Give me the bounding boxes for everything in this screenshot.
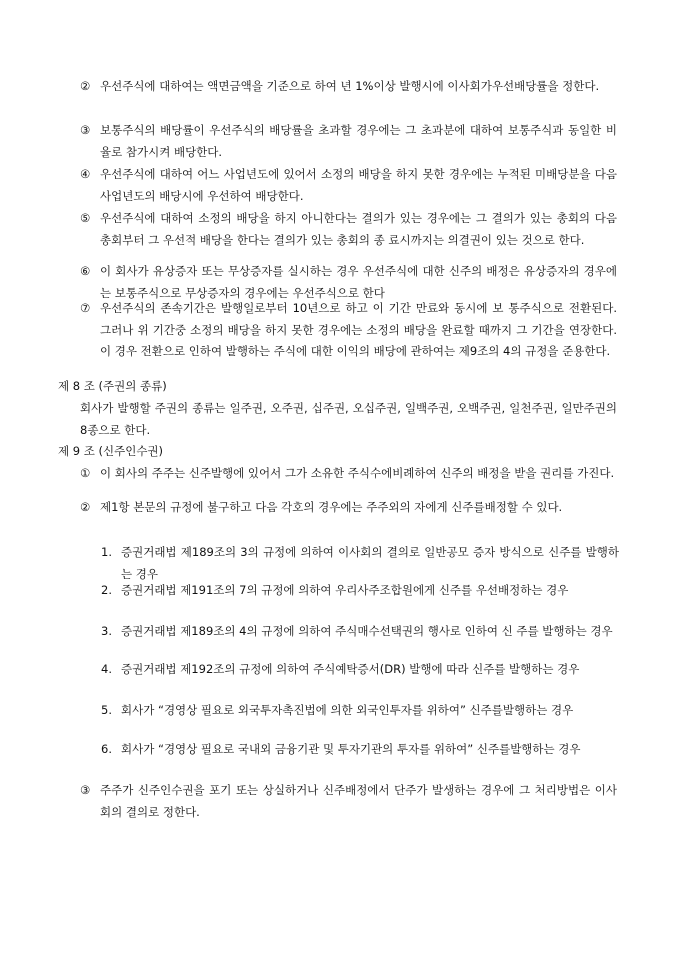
item-marker: ⑤	[80, 211, 91, 225]
item-text: 이 회사의 주주는 신주발행에 있어서 그가 소유한 주식수에비례하여 신주의 배정을 받을 권리를 가진다.	[100, 466, 615, 480]
item-text: 주주가 신주인수권을 포기 또는 상실하거나 신주배정에서 단주가 발생하는 경우에 그 처리방법은 이사회의 결의로 정한다.	[100, 783, 617, 819]
article8-body: 회사가 발행할 주권의 종류는 일주권, 오주권, 십주권, 오십주권, 일백주권, 오백주권, 일천주권, 일만주권의 8종으로 한다.	[80, 401, 617, 437]
subitem-marker: 1.	[101, 545, 112, 559]
item-marker: ⑦	[80, 301, 91, 315]
article9-subitem-6	[101, 739, 619, 761]
subitem-text: 회사가 “경영상 필요로 외국투자촉진법에 의한 외국인투자를 위하여” 신주를발행하는 경우	[121, 703, 574, 717]
item-text: 제1항 본문의 규정에 불구하고 다음 각호의 경우에는 주주외의 자에게 신주를배정할 수 있다.	[100, 500, 563, 514]
article7-item-3	[80, 120, 617, 163]
subitem-marker: 2.	[101, 583, 112, 597]
item-text: 우선주식에 대하여는 액면금액을 기준으로 하여 년 1%이상 발행시에 이사회가우선배당률을 정한다.	[100, 79, 600, 93]
article9-item-2	[80, 497, 617, 519]
article9-subitem-1	[101, 542, 619, 585]
article9-subitem-2	[101, 580, 619, 602]
article9-subitem-3	[101, 621, 619, 643]
item-marker: ②	[80, 500, 91, 514]
subitem-text: 증권거래법 제189조의 3의 규정에 의하여 이사회의 결의로 일반공모 증자 방식으로 신주를 발행하는 경우	[121, 545, 619, 581]
article9-item-3	[80, 780, 617, 823]
subitem-text: 증권거래법 제192조의 규정에 의하여 주식예탁증서(DR) 발행에 따라 신주를 발행하는 경우	[121, 662, 580, 676]
subitem-text: 회사가 “경영상 필요로 국내외 금융기관 및 투자기관의 투자를 위하여” 신주를발행하는 경우	[121, 742, 581, 756]
item-marker: ③	[80, 123, 91, 137]
article9-item-1	[80, 463, 617, 485]
article8-heading: 제 8 조 (주권의 종류)	[58, 379, 167, 393]
item-text: 이 회사가 유상증자 또는 무상증자를 실시하는 경우 우선주식에 대한 신주의 배정은 유상증자의 경우에는 보통주식으로 무상증자의 경우에는 우선주식으로 한다	[100, 264, 617, 300]
subitem-marker: 5.	[101, 703, 112, 717]
item-marker: ①	[80, 466, 91, 480]
item-text: 우선주식에 대하여 소정의 배당을 하지 아니한다는 결의가 있는 경우에는 그 결의가 있는 총회의 다음 총회부터 그 우선적 배당을 한다는 결의가 있는 총회의 종 료시까지는 의결권이 있는 것으로 한다.	[100, 211, 617, 247]
item-text: 우선주식에 대하여 어느 사업년도에 있어서 소정의 배당을 하지 못한 경우에는 누적된 미배당분을 다음 사업년도의 배당시에 우선하여 배당한다.	[100, 167, 617, 203]
item-marker: ⑥	[80, 264, 91, 278]
subitem-text: 증권거래법 제191조의 7의 규정에 의하여 우리사주조합원에게 신주를 우선배정하는 경우	[121, 583, 569, 597]
article7-item-2	[80, 76, 617, 98]
subitem-marker: 6.	[101, 742, 112, 756]
subitem-marker: 4.	[101, 662, 112, 676]
subitem-marker: 3.	[101, 624, 112, 638]
article7-item-4	[80, 164, 617, 207]
item-marker: ②	[80, 79, 91, 93]
item-marker: ③	[80, 783, 91, 797]
item-text: 보통주식의 배당률이 우선주식의 배당률을 초과할 경우에는 그 초과분에 대하여 보통주식과 동일한 비율로 참가시켜 배당한다.	[100, 123, 617, 159]
article9-subitem-4	[101, 659, 619, 681]
article7-item-5	[80, 208, 617, 251]
article9-subitem-5	[101, 700, 619, 722]
article9-heading: 제 9 조 (신주인수권)	[58, 444, 164, 458]
article7-item-7	[80, 298, 617, 363]
subitem-text: 증권거래법 제189조의 4의 규정에 의하여 주식매수선택권의 행사로 인하여 신 주를 발행하는 경우	[121, 624, 613, 638]
item-text: 우선주식의 존속기간은 발행일로부터 10년으로 하고 이 기간 만료와 동시에 보 통주식으로 전환된다. 그러나 위 기간중 소정의 배당을 하지 못한 경우에는 소정의 배당을 완료할 때까지 그 기간을 연장한다. 이 경우 전환으로 인하여 발행하는 주식에 대한 이익의 배당에 관하여는 제9조의 4의 규정을 준용한다.	[100, 301, 617, 358]
item-marker: ④	[80, 167, 91, 181]
